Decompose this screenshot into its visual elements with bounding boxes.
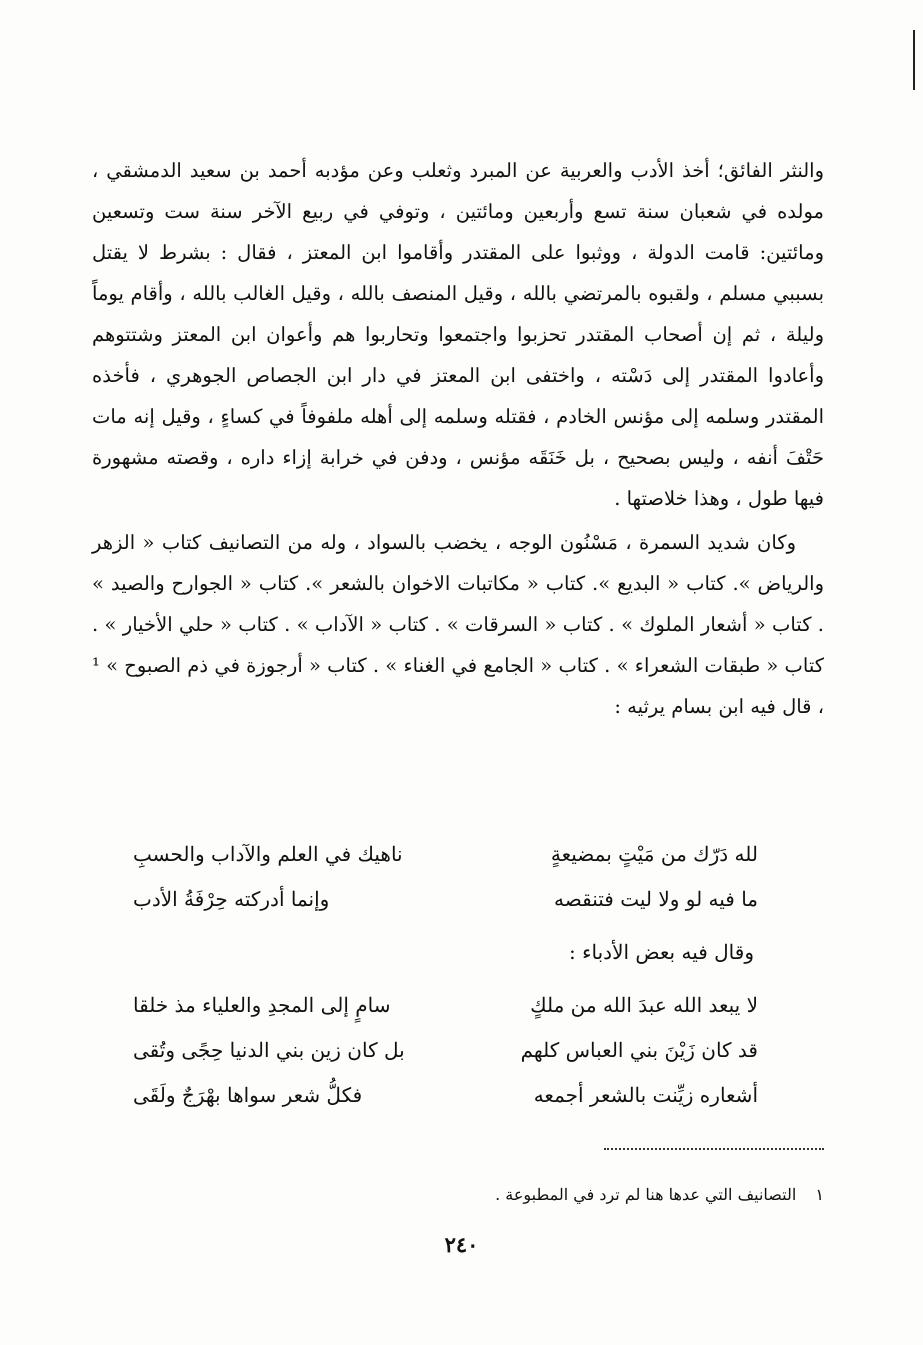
poem-line [133, 983, 758, 1028]
poem-hemistich-left: سامٍ إلى المجدِ والعلياء مذ خلقا [133, 993, 391, 1017]
poem-line [133, 1073, 758, 1118]
margin-mark [913, 30, 918, 90]
poem-line [133, 877, 758, 922]
poem-hemistich-left: وإنما أدركته حِرْفَةُ الأدب [133, 887, 330, 911]
poem-hemistich-right: قد كان زَيْنَ بني العباس كلهم [520, 1038, 758, 1062]
poem-praise [133, 983, 758, 1118]
interlude-line: وقال فيه بعض الأدباء : [569, 940, 754, 964]
footnote [92, 1180, 824, 1210]
poem-hemistich-right: لا يبعد الله عبدَ الله من ملكٍ [530, 993, 758, 1017]
poem-hemistich-right: ما فيه لو ولا ليت فتنقصه [554, 887, 758, 911]
paragraph-works: وكان شديد السمرة ، مَسْنُون الوجه ، يخضب بالسواد ، وله من التصانيف كتاب « الزهر والرياض ». كتاب « البديع ». كتاب « مكاتبات الاخوان بالشعر ». كتاب « الجوارح والصيد » . كتاب « أشعار الملوك » . كتاب « السرقات » . كتاب « الآداب » . كتاب « حلي الأخيار » . كتاب « طبقات الشعراء » . كتاب « الجامع في الغناء » . كتاب « أرجوزة في ذم الصبوح » ¹ ، قال فيه ابن بسام يرثيه : [92, 531, 824, 718]
body-text [92, 150, 824, 727]
poem-hemistich-right: أشعاره زيِّنت بالشعر أجمعه [533, 1083, 758, 1107]
page-number: ٢٤٠ [444, 1232, 479, 1257]
poem-elegy [133, 832, 758, 922]
footnote-text: التصانيف التي عدها هنا لم ترد في المطبوعة . [495, 1185, 797, 1204]
footnote-divider [604, 1148, 824, 1150]
footnote-number: ١ [815, 1185, 824, 1204]
poem-line [133, 1028, 758, 1073]
poem-hemistich-left: فكلُّ شعر سواها بهْرَجٌ ولَقَى [133, 1083, 363, 1107]
poem-hemistich-left: بل كان زين بني الدنيا حِجًى وتُقى [133, 1038, 405, 1062]
poem-line [133, 832, 758, 877]
poem-hemistich-left: ناهيك في العلم والآداب والحسبِ [133, 842, 403, 866]
poem-hemistich-right: لله دَرّك من مَيْتٍ بمضيعةٍ [550, 842, 758, 866]
paragraph-biography: والنثر الفائق؛ أخذ الأدب والعربية عن المبرد وثعلب وعن مؤدبه أحمد بن سعيد الدمشقي ، مولده في شعبان سنة تسع وأربعين ومائتين ، وتوفي في ربيع الآخر سنة ست وتسعين ومائتين: قامت الدولة ، ووثبوا على المقتدر وأقاموا ابن المعتز ، فقال : بشرط لا يقتل بسببي مسلم ، ولقبوه بالمرتضي بالله ، وقيل المنصف بالله ، وقيل الغالب بالله ، وأقام يوماً وليلة ، ثم إن أصحاب المقتدر تحزبوا واجتمعوا وتحاربوا هم وأعوان ابن المعتز وشتتوهم وأعادوا المقتدر إلى دَسْته ، واختفى ابن المعتز في دار ابن الجصاص الجوهري ، فأخذه المقتدر وسلمه إلى مؤنس الخادم ، فقتله وسلمه إلى أهله ملفوفاً في كساءٍ ، وقيل إنه مات حَتْفَ أنفه ، وليس بصحيح ، بل خَنَقَه مؤنس ، ودفن في خرابة إزاء داره ، وقصته مشهورة فيها طول ، وهذا خلاصتها . [92, 159, 824, 510]
